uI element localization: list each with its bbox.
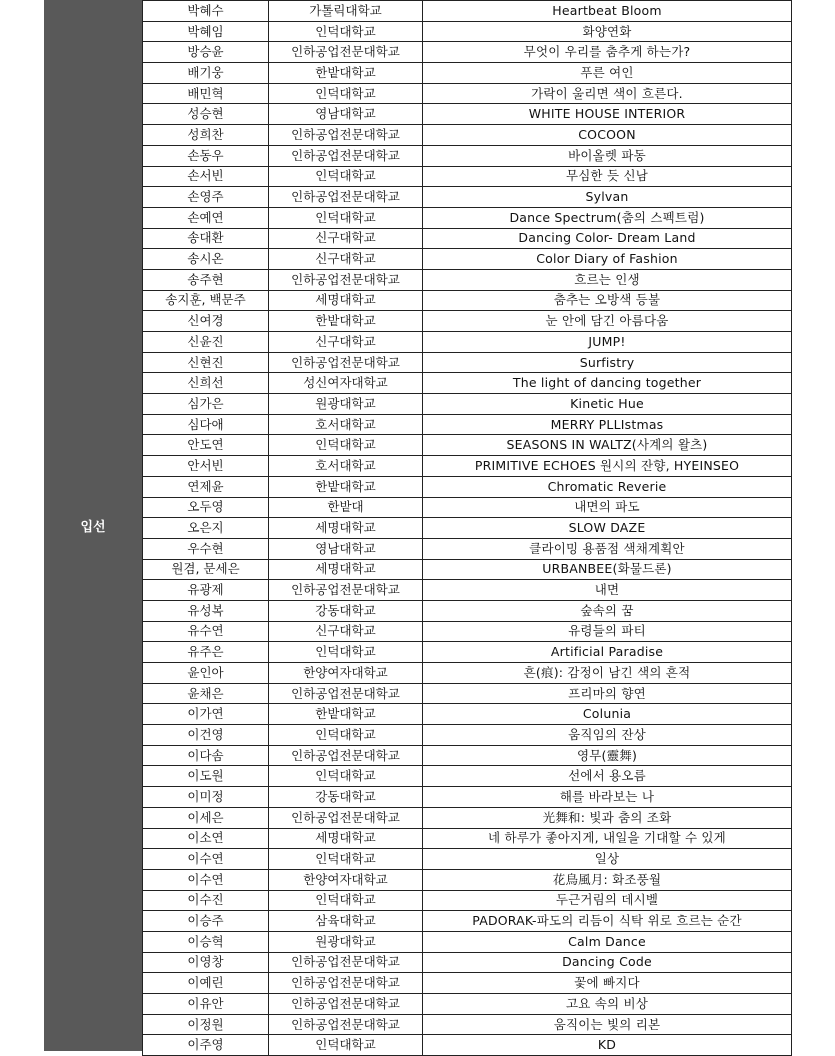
school-name-cell: 원광대학교 xyxy=(269,394,423,415)
school-name-cell: 인하공업전문대학교 xyxy=(269,125,423,146)
table-row xyxy=(143,725,792,746)
table-row xyxy=(143,456,792,477)
school-name-cell: 세명대학교 xyxy=(269,290,423,311)
participant-name-cell: 이예린 xyxy=(143,973,269,994)
table-row xyxy=(143,952,792,973)
table-row xyxy=(143,83,792,104)
table-row xyxy=(143,166,792,187)
table-row xyxy=(143,1014,792,1035)
table-row xyxy=(143,911,792,932)
work-title-cell: 푸른 여인 xyxy=(423,63,792,84)
work-title-cell: 무심한 듯 신남 xyxy=(423,166,792,187)
school-name-cell: 인하공업전문대학교 xyxy=(269,973,423,994)
table-row xyxy=(143,828,792,849)
participant-name-cell: 송지훈, 백문주 xyxy=(143,290,269,311)
table-row xyxy=(143,663,792,684)
participant-name-cell: 신윤진 xyxy=(143,332,269,353)
table-row xyxy=(143,518,792,539)
table-row xyxy=(143,869,792,890)
school-name-cell: 한밭대 xyxy=(269,497,423,518)
work-title-cell: 흔(痕): 감정이 남긴 색의 흔적 xyxy=(423,663,792,684)
school-name-cell: 한밭대학교 xyxy=(269,63,423,84)
participant-name-cell: 신희선 xyxy=(143,373,269,394)
participant-name-cell: 우수현 xyxy=(143,538,269,559)
work-title-cell: 선에서 용오름 xyxy=(423,766,792,787)
school-name-cell: 인덕대학교 xyxy=(269,1035,423,1056)
school-name-cell: 인덕대학교 xyxy=(269,766,423,787)
participant-name-cell: 박혜수 xyxy=(143,1,269,22)
school-name-cell: 한밭대학교 xyxy=(269,476,423,497)
work-title-cell: 무엇이 우리를 춤추게 하는가? xyxy=(423,42,792,63)
table-row xyxy=(143,994,792,1015)
table-row xyxy=(143,311,792,332)
table-row xyxy=(143,745,792,766)
school-name-cell: 신구대학교 xyxy=(269,249,423,270)
participant-name-cell: 손영주 xyxy=(143,187,269,208)
table-row xyxy=(143,559,792,580)
table-row xyxy=(143,787,792,808)
table-row xyxy=(143,476,792,497)
table-row xyxy=(143,1035,792,1056)
participant-name-cell: 윤인아 xyxy=(143,663,269,684)
work-title-cell: Dance Spectrum(춤의 스펙트럼) xyxy=(423,207,792,228)
school-name-cell: 인하공업전문대학교 xyxy=(269,145,423,166)
work-title-cell: 클라이밍 용품점 색채계획안 xyxy=(423,538,792,559)
award-list-sheet xyxy=(44,0,791,1051)
work-title-cell: Calm Dance xyxy=(423,931,792,952)
table-row xyxy=(143,621,792,642)
table-row xyxy=(143,249,792,270)
category-cell: 입선 xyxy=(44,0,143,1051)
school-name-cell: 인하공업전문대학교 xyxy=(269,952,423,973)
table-row xyxy=(143,228,792,249)
participant-name-cell: 송주현 xyxy=(143,269,269,290)
participant-name-cell: 이가연 xyxy=(143,704,269,725)
participant-name-cell: 신여경 xyxy=(143,311,269,332)
table-row xyxy=(143,766,792,787)
participant-name-cell: 방승윤 xyxy=(143,42,269,63)
school-name-cell: 강동대학교 xyxy=(269,787,423,808)
table-row xyxy=(143,435,792,456)
table-row xyxy=(143,145,792,166)
participant-name-cell: 이건영 xyxy=(143,725,269,746)
school-name-cell: 인덕대학교 xyxy=(269,166,423,187)
school-name-cell: 호서대학교 xyxy=(269,414,423,435)
school-name-cell: 인하공업전문대학교 xyxy=(269,580,423,601)
table-row xyxy=(143,63,792,84)
school-name-cell: 인하공업전문대학교 xyxy=(269,352,423,373)
table-row xyxy=(143,683,792,704)
table-row xyxy=(143,807,792,828)
work-title-cell: 꽃에 빠지다 xyxy=(423,973,792,994)
participant-name-cell: 이정원 xyxy=(143,1014,269,1035)
work-title-cell: JUMP! xyxy=(423,332,792,353)
participant-name-cell: 이주영 xyxy=(143,1035,269,1056)
participant-name-cell: 이미정 xyxy=(143,787,269,808)
results-table xyxy=(142,0,792,1056)
table-row xyxy=(143,538,792,559)
table-row xyxy=(143,207,792,228)
work-title-cell: Artificial Paradise xyxy=(423,642,792,663)
participant-name-cell: 이승주 xyxy=(143,911,269,932)
work-title-cell: KD xyxy=(423,1035,792,1056)
school-name-cell: 인하공업전문대학교 xyxy=(269,187,423,208)
participant-name-cell: 유수연 xyxy=(143,621,269,642)
table-row xyxy=(143,394,792,415)
work-title-cell: 花鳥風月: 화조풍월 xyxy=(423,869,792,890)
work-title-cell: 光舞和: 빛과 춤의 조화 xyxy=(423,807,792,828)
school-name-cell: 인하공업전문대학교 xyxy=(269,807,423,828)
table-row xyxy=(143,580,792,601)
participant-name-cell: 유광제 xyxy=(143,580,269,601)
participant-name-cell: 배민혁 xyxy=(143,83,269,104)
participant-name-cell: 손동우 xyxy=(143,145,269,166)
school-name-cell: 가톨릭대학교 xyxy=(269,1,423,22)
participant-name-cell: 유성복 xyxy=(143,600,269,621)
table-row xyxy=(143,497,792,518)
school-name-cell: 세명대학교 xyxy=(269,559,423,580)
participant-name-cell: 원겸, 문세은 xyxy=(143,559,269,580)
school-name-cell: 인하공업전문대학교 xyxy=(269,42,423,63)
work-title-cell: The light of dancing together xyxy=(423,373,792,394)
school-name-cell: 인덕대학교 xyxy=(269,725,423,746)
participant-name-cell: 오두영 xyxy=(143,497,269,518)
participant-name-cell: 심다애 xyxy=(143,414,269,435)
work-title-cell: Chromatic Reverie xyxy=(423,476,792,497)
table-row xyxy=(143,414,792,435)
participant-name-cell: 이유안 xyxy=(143,994,269,1015)
participant-name-cell: 성승현 xyxy=(143,104,269,125)
school-name-cell: 인덕대학교 xyxy=(269,21,423,42)
work-title-cell: PRIMITIVE ECHOES 원시의 잔향, HYEINSEO xyxy=(423,456,792,477)
table-row xyxy=(143,642,792,663)
school-name-cell: 인덕대학교 xyxy=(269,849,423,870)
school-name-cell: 인덕대학교 xyxy=(269,83,423,104)
work-title-cell: 고요 속의 비상 xyxy=(423,994,792,1015)
participant-name-cell: 이소연 xyxy=(143,828,269,849)
work-title-cell: 숲속의 꿈 xyxy=(423,600,792,621)
work-title-cell: 해를 바라보는 나 xyxy=(423,787,792,808)
school-name-cell: 인덕대학교 xyxy=(269,642,423,663)
work-title-cell: 두근거림의 데시벨 xyxy=(423,890,792,911)
table-row xyxy=(143,373,792,394)
school-name-cell: 한양여자대학교 xyxy=(269,869,423,890)
school-name-cell: 인하공업전문대학교 xyxy=(269,269,423,290)
participant-name-cell: 박혜임 xyxy=(143,21,269,42)
school-name-cell: 인하공업전문대학교 xyxy=(269,683,423,704)
work-title-cell: 내면의 파도 xyxy=(423,497,792,518)
table-row xyxy=(143,332,792,353)
participant-name-cell: 이수진 xyxy=(143,890,269,911)
participant-name-cell: 윤채은 xyxy=(143,683,269,704)
work-title-cell: WHITE HOUSE INTERIOR xyxy=(423,104,792,125)
work-title-cell: URBANBEE(화물드론) xyxy=(423,559,792,580)
school-name-cell: 한밭대학교 xyxy=(269,311,423,332)
work-title-cell: 눈 안에 담긴 아름다움 xyxy=(423,311,792,332)
table-row xyxy=(143,352,792,373)
table-row xyxy=(143,890,792,911)
work-title-cell: MERRY PLLIstmas xyxy=(423,414,792,435)
table-row xyxy=(143,21,792,42)
work-title-cell: Sylvan xyxy=(423,187,792,208)
school-name-cell: 세명대학교 xyxy=(269,828,423,849)
work-title-cell: SEASONS IN WALTZ(사계의 왈츠) xyxy=(423,435,792,456)
work-title-cell: Heartbeat Bloom xyxy=(423,1,792,22)
table-row xyxy=(143,1,792,22)
work-title-cell: PADORAK-파도의 리듬이 식탁 위로 흐르는 순간 xyxy=(423,911,792,932)
work-title-cell: Color Diary of Fashion xyxy=(423,249,792,270)
school-name-cell: 한밭대학교 xyxy=(269,704,423,725)
participant-name-cell: 송대환 xyxy=(143,228,269,249)
school-name-cell: 인하공업전문대학교 xyxy=(269,1014,423,1035)
school-name-cell: 호서대학교 xyxy=(269,456,423,477)
school-name-cell: 인덕대학교 xyxy=(269,435,423,456)
participant-name-cell: 송시온 xyxy=(143,249,269,270)
work-title-cell: Surfistry xyxy=(423,352,792,373)
participant-name-cell: 손서빈 xyxy=(143,166,269,187)
work-title-cell: 움직임의 잔상 xyxy=(423,725,792,746)
participant-name-cell: 유주은 xyxy=(143,642,269,663)
participant-name-cell: 손예연 xyxy=(143,207,269,228)
school-name-cell: 원광대학교 xyxy=(269,931,423,952)
work-title-cell: 일상 xyxy=(423,849,792,870)
work-title-cell: 영무(靈舞) xyxy=(423,745,792,766)
work-title-cell: 춤추는 오방색 등불 xyxy=(423,290,792,311)
school-name-cell: 인덕대학교 xyxy=(269,207,423,228)
school-name-cell: 성신여자대학교 xyxy=(269,373,423,394)
participant-name-cell: 이수연 xyxy=(143,849,269,870)
school-name-cell: 신구대학교 xyxy=(269,621,423,642)
work-title-cell: 흐르는 인생 xyxy=(423,269,792,290)
participant-name-cell: 이도원 xyxy=(143,766,269,787)
table-row xyxy=(143,704,792,725)
school-name-cell: 신구대학교 xyxy=(269,228,423,249)
table-row xyxy=(143,849,792,870)
table-row xyxy=(143,187,792,208)
participant-name-cell: 안서빈 xyxy=(143,456,269,477)
work-title-cell: Dancing Code xyxy=(423,952,792,973)
participant-name-cell: 오은지 xyxy=(143,518,269,539)
participant-name-cell: 이영창 xyxy=(143,952,269,973)
work-title-cell: 화양연화 xyxy=(423,21,792,42)
school-name-cell: 인하공업전문대학교 xyxy=(269,994,423,1015)
participant-name-cell: 심가은 xyxy=(143,394,269,415)
school-name-cell: 인덕대학교 xyxy=(269,890,423,911)
school-name-cell: 신구대학교 xyxy=(269,332,423,353)
participant-name-cell: 이세은 xyxy=(143,807,269,828)
work-title-cell: 바이올렛 파동 xyxy=(423,145,792,166)
participant-name-cell: 배기웅 xyxy=(143,63,269,84)
work-title-cell: 내면 xyxy=(423,580,792,601)
work-title-cell: Kinetic Hue xyxy=(423,394,792,415)
participant-name-cell: 이다솜 xyxy=(143,745,269,766)
table-row xyxy=(143,269,792,290)
table-row xyxy=(143,104,792,125)
work-title-cell: 가락이 울리면 색이 흐른다. xyxy=(423,83,792,104)
school-name-cell: 영남대학교 xyxy=(269,538,423,559)
table-row xyxy=(143,42,792,63)
school-name-cell: 인하공업전문대학교 xyxy=(269,745,423,766)
participant-name-cell: 이수연 xyxy=(143,869,269,890)
results-table-body xyxy=(143,1,792,1056)
table-row xyxy=(143,600,792,621)
table-row xyxy=(143,125,792,146)
table-row xyxy=(143,290,792,311)
work-title-cell: 프리마의 향연 xyxy=(423,683,792,704)
work-title-cell: 움직이는 빛의 리본 xyxy=(423,1014,792,1035)
school-name-cell: 영남대학교 xyxy=(269,104,423,125)
work-title-cell: COCOON xyxy=(423,125,792,146)
school-name-cell: 한양여자대학교 xyxy=(269,663,423,684)
table-row xyxy=(143,931,792,952)
work-title-cell: Dancing Color- Dream Land xyxy=(423,228,792,249)
participant-name-cell: 연제윤 xyxy=(143,476,269,497)
work-title-cell: Colunia xyxy=(423,704,792,725)
participant-name-cell: 신현진 xyxy=(143,352,269,373)
school-name-cell: 삼육대학교 xyxy=(269,911,423,932)
work-title-cell: 유령들의 파티 xyxy=(423,621,792,642)
participant-name-cell: 안도연 xyxy=(143,435,269,456)
work-title-cell: 네 하루가 좋아지게, 내일을 기대할 수 있게 xyxy=(423,828,792,849)
school-name-cell: 강동대학교 xyxy=(269,600,423,621)
table-row xyxy=(143,973,792,994)
participant-name-cell: 성희찬 xyxy=(143,125,269,146)
school-name-cell: 세명대학교 xyxy=(269,518,423,539)
participant-name-cell: 이승혁 xyxy=(143,931,269,952)
work-title-cell: SLOW DAZE xyxy=(423,518,792,539)
